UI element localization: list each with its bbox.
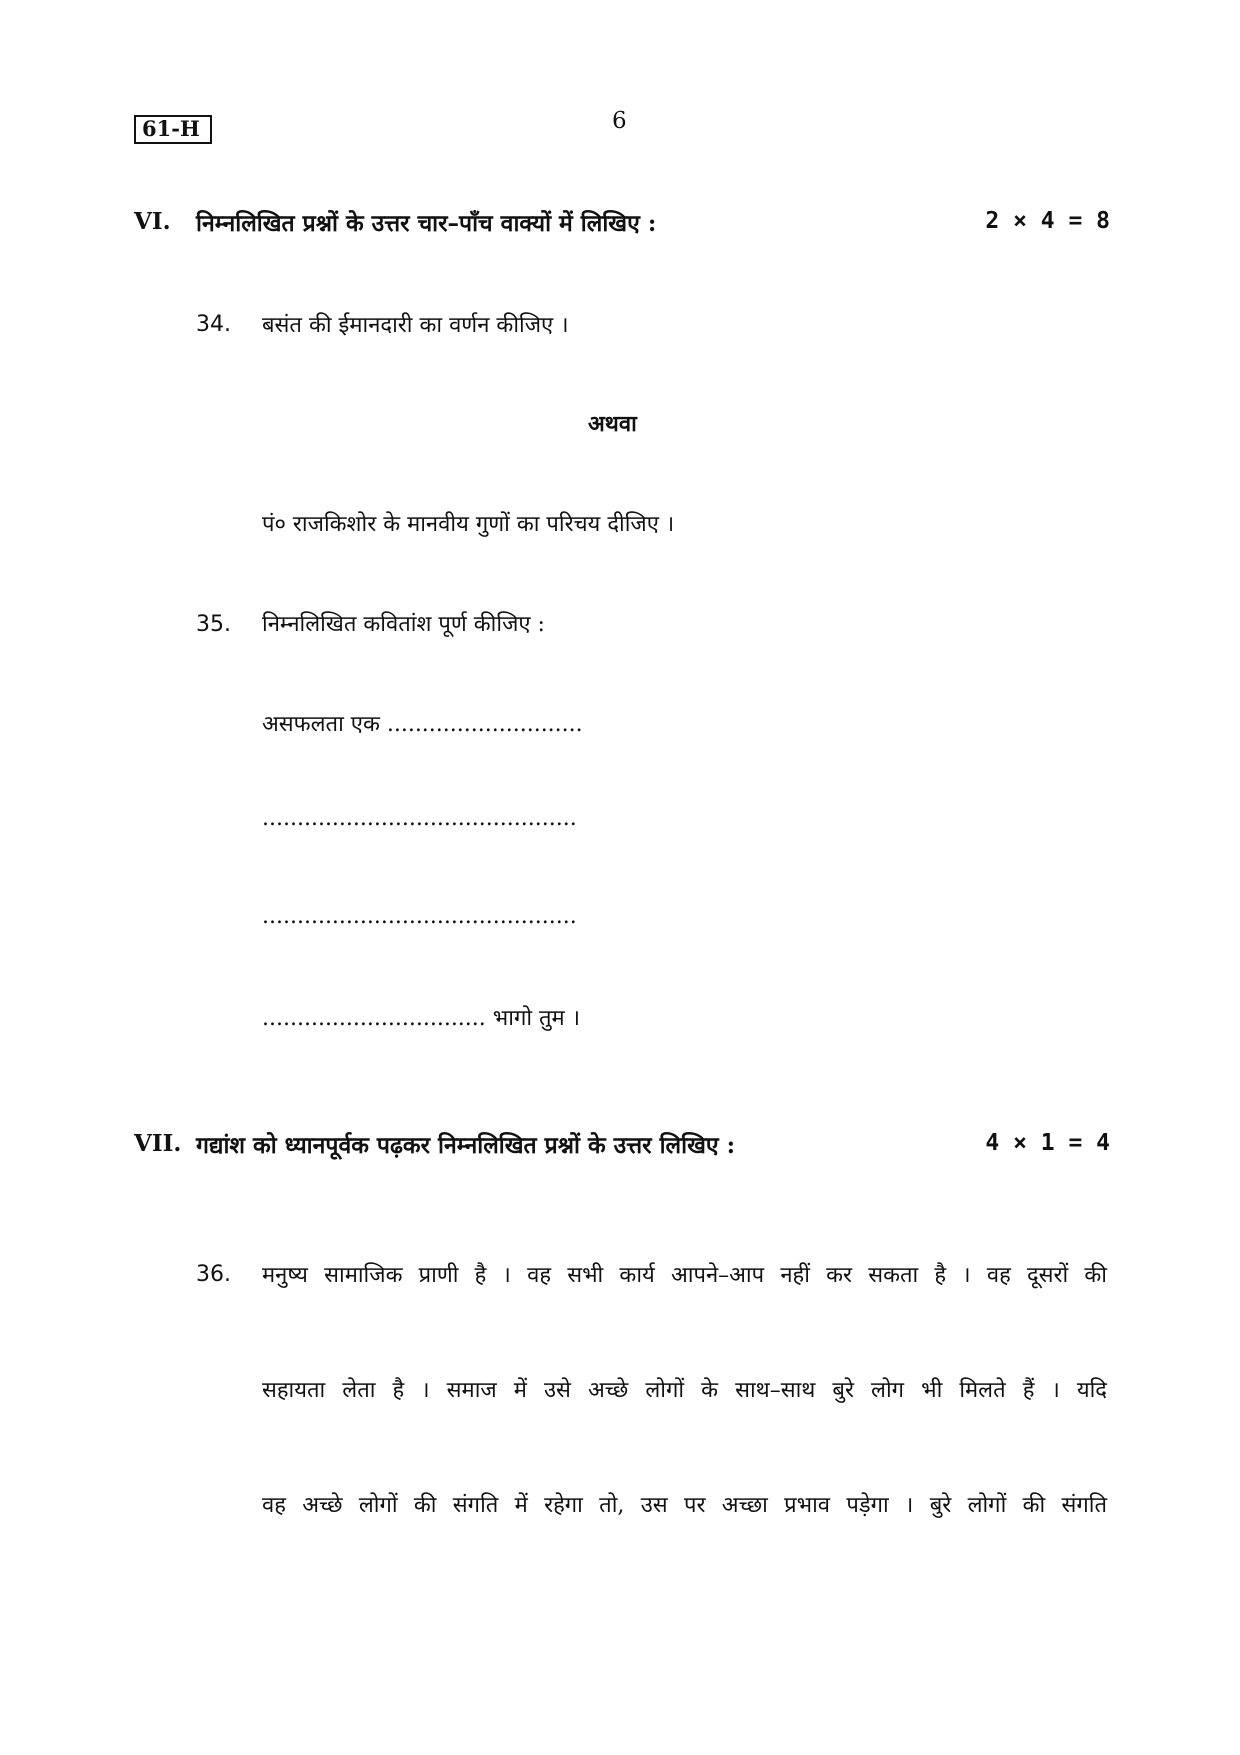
question-34-text: बसंत की ईमानदारी का वर्णन कीजिए । [262,313,569,338]
section-vii-number: VII. [134,1130,182,1157]
section-vii-marks: 4 × 1 = 4 [985,1130,1110,1156]
section-vi-instruction: निम्नलिखित प्रश्नों के उत्तर चार–पाँच वाक्यों में लिखिए : [196,210,657,237]
or-label: अथवा [588,411,637,437]
section-vi-marks: 2 × 4 = 8 [985,208,1110,234]
question-34-alternative-text: पं० राजकिशोर के मानवीय गुणों का परिचय दीजिए । [262,512,675,537]
poem-line-4: ................................ भागो तुम । [262,1006,581,1031]
question-35-number: 35. [196,612,231,637]
question-36-number: 36. [196,1262,231,1287]
page-number: 6 [612,108,627,134]
passage-line-2: सहायता लेता है । समाज में उसे अच्छे लोगों के साथ–साथ बुरे लोग भी मिलते हैं । यदि [262,1378,1107,1403]
question-34-number: 34. [196,312,231,337]
section-vi-number: VI. [134,208,171,235]
poem-line-1: असफलता एक ............................ [262,712,583,737]
poem-line-2: ............................................. [262,806,577,831]
paper-code: 61-H [134,115,212,144]
poem-line-3: ............................................. [262,904,577,929]
question-35-text: निम्नलिखित कवितांश पूर्ण कीजिए : [262,612,545,637]
section-vii-instruction: गद्यांश को ध्यानपूर्वक पढ़कर निम्नलिखित प्रश्नों के उत्तर लिखिए : [196,1132,736,1159]
passage-line-3: वह अच्छे लोगों की संगति में रहेगा तो, उस पर अच्छा प्रभाव पड़ेगा । बुरे लोगों की संगति [262,1493,1107,1518]
passage-line-1: मनुष्य सामाजिक प्राणी है । वह सभी कार्य आपने–आप नहीं कर सकता है । वह दूसरों की [262,1263,1107,1288]
